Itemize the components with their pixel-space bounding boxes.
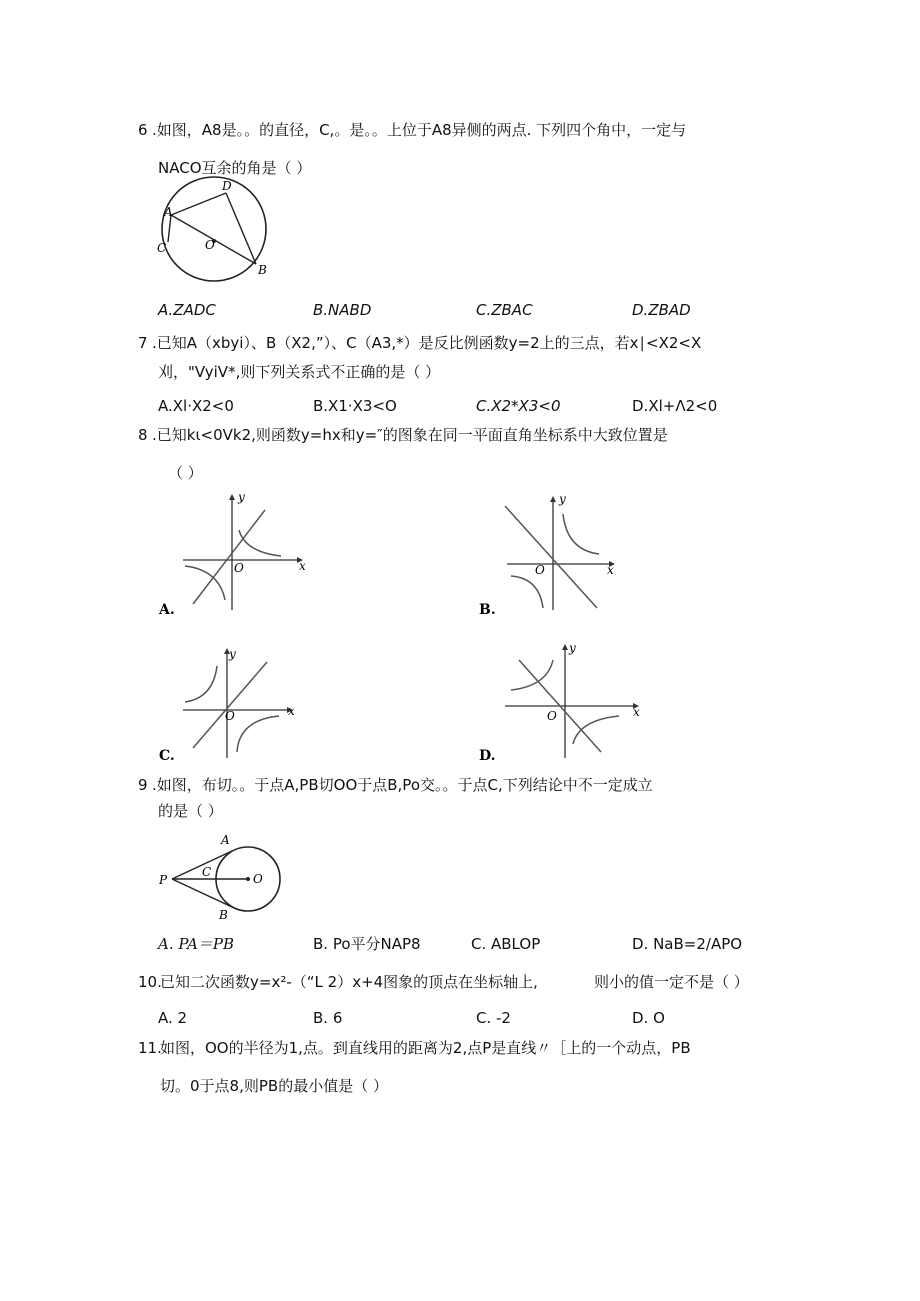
q9-label-p: P [159,873,168,887]
q7-stem-line1: .已知A（xbyi）、B（X2,”）、C（A3,*）是反比例函数y=2上的三点，若x∣<X2<X [152,334,702,352]
q8b-y-label: y [559,492,566,506]
q8-graph-a [155,490,315,620]
q9-option-d[interactable]: D. NaB=2/APO [632,935,743,953]
q8d-x-label: x [633,705,640,719]
q6-stem-line1: .如图，A8是。。的直径，C,。是。。上位于A8异侧的两点. 下列四个角中，一定与 [152,121,687,139]
q8b-x-label: x [607,563,614,577]
q6-label-b: B [258,263,267,277]
q8c-origin-label: O [225,709,235,723]
q10-option-a[interactable]: A. 2 [158,1009,188,1027]
q9-label-b: B [219,908,228,922]
q9-label-c: C [202,865,212,879]
q8-graph-b [475,492,635,622]
q8-graph-c [155,640,315,765]
q6-option-d[interactable]: D.ZBAD [632,301,691,319]
q6-label-d: D [222,179,232,193]
q8-option-b[interactable]: B. [479,602,496,618]
q6-label-a: A [164,205,173,219]
q8-number: 8 [138,426,148,444]
q9-stem-line2: 的是（ ） [158,802,223,820]
q8-option-d[interactable]: D. [479,748,496,764]
q7-number: 7 [138,334,148,352]
q8d-hyperbola-lower [573,716,619,744]
q9-tangent-figure [152,828,292,923]
q9-stem-line1: .如图，布切。。于点A,PB切OO于点B,Po交。。于点C,下列结论中不一定成立 [152,776,653,794]
q6-chord-db [226,193,256,264]
q8a-x-label: x [299,559,306,573]
q8a-hyperbola-upper [239,530,281,556]
q9-number: 9 [138,776,148,794]
q8-stem-line2: （ ） [168,464,203,482]
q11-stem-line2: 切。0于点8,则PB的最小值是（ ） [160,1077,388,1095]
q10-option-d[interactable]: D. O [632,1009,665,1027]
q9-option-c[interactable]: C. ABLOP [471,935,541,953]
q8-graph-d [475,640,645,765]
q8c-line [193,662,267,748]
q7-option-d[interactable]: D.Xl+Λ2<0 [632,397,718,415]
q7-option-b[interactable]: B.X1·X3<O [313,397,397,415]
q8a-y-label: y [238,490,245,504]
q8d-origin-label: O [547,709,557,723]
q8c-y-label: y [229,647,236,661]
q9-tangent-pb [172,879,232,907]
q10-option-c[interactable]: C. -2 [476,1009,511,1027]
q8-option-c[interactable]: C. [159,748,175,764]
q8c-hyperbola-upper [185,666,217,702]
q6-chord-ad [171,193,226,215]
q8-option-a[interactable]: A. [159,602,175,618]
q10-stem-line1b: 则小的值一定不是（ ） [594,973,749,991]
q9-option-b[interactable]: B. Po平分NAP8 [313,935,421,953]
q6-label-c: C [157,241,167,255]
q6-circle [162,177,266,281]
q6-circle-figure [152,176,277,286]
q8a-line [193,510,265,604]
q6-option-b[interactable]: B.NABD [313,301,372,319]
q11-number: 11. [138,1039,162,1057]
q9-label-a: A [221,833,230,847]
q6-option-c[interactable]: C.ZBAC [476,301,533,319]
q8c-x-label: x [288,704,295,718]
q10-stem-line1: 已知二次函数y=x²-（“L 2）x+4图象的顶点在坐标轴上, [160,973,538,991]
q8d-y-label: y [569,641,576,655]
q9-option-a[interactable]: A. PA＝PB [158,935,235,953]
q9-label-o: O [253,872,263,886]
q8b-hyperbola-lower [511,576,543,608]
q7-option-c[interactable]: C.X2*X3<0 [476,397,561,415]
q8a-origin-label: O [234,561,244,575]
q7-option-a[interactable]: A.Xl·X2<0 [158,397,234,415]
q8c-hyperbola-lower [237,716,279,752]
q10-number: 10. [138,973,162,991]
q8b-line [505,506,597,608]
q10-option-b[interactable]: B. 6 [313,1009,343,1027]
q8b-origin-label: O [535,563,545,577]
q8b-hyperbola-upper [563,514,599,554]
q7-stem-line2: 刈，"VyiV*,则下列关系式不正确的是（ ） [158,363,441,381]
q6-chord-ac [168,215,171,242]
q6-option-a[interactable]: A.ZADC [158,301,216,319]
q6-number: 6 [138,121,148,139]
q8-stem-line1: .已知kι<0Vk2,则函数y=hx和y=″的图象在同一平面直角坐标系中大致位置是 [152,426,668,444]
q6-label-o: O [205,238,215,252]
q6-stem-line2: NACO互余的角是（ ） [158,159,312,177]
q11-stem-line1: 如图，OO的半径为1,点。到直线用的距离为2,点P是直线〃［上的一个动点，PB [160,1039,691,1057]
